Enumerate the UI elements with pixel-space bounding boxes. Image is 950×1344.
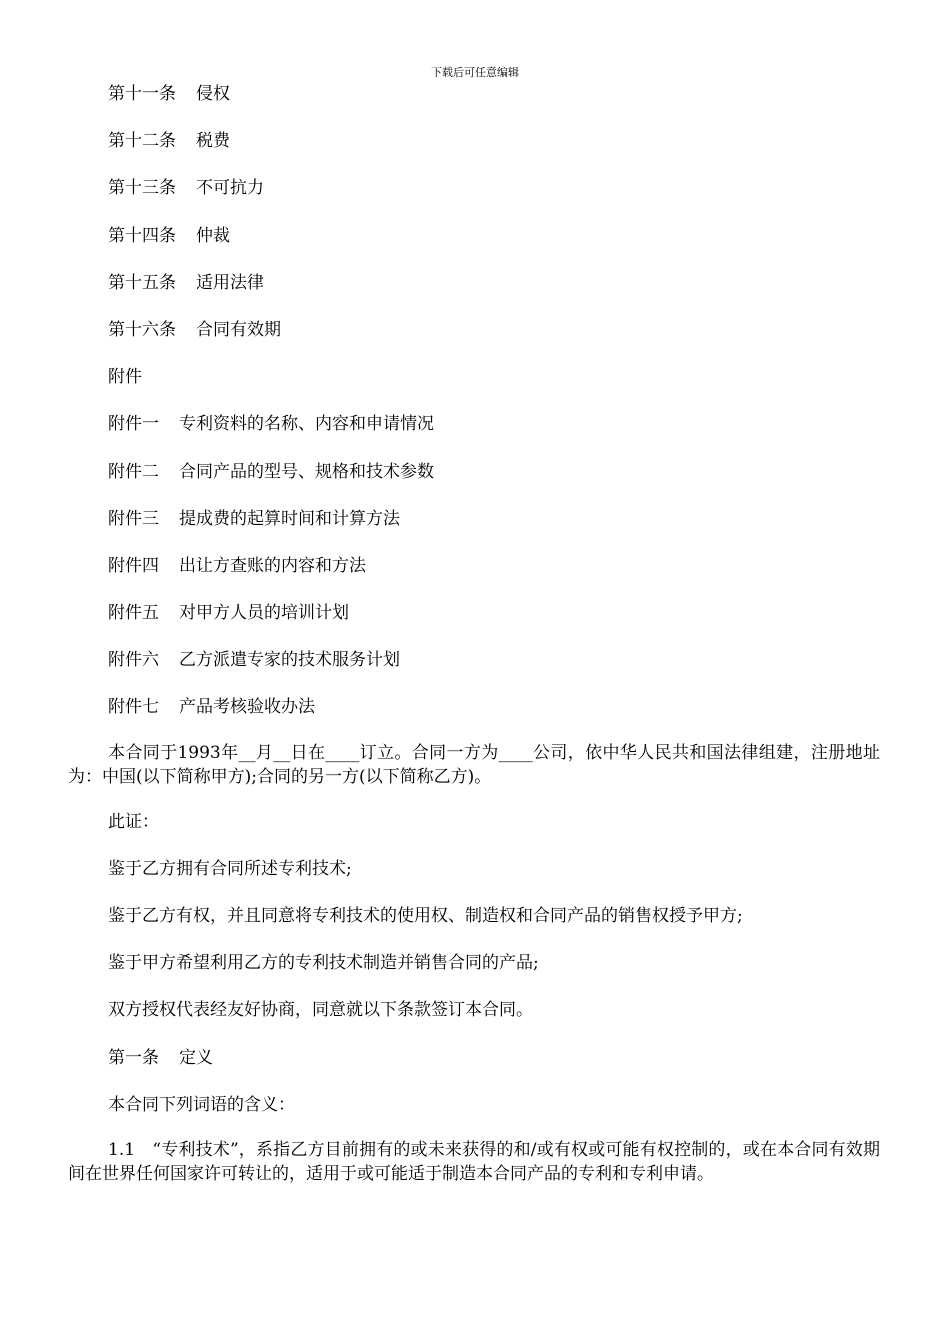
attachment-number: 附件五 <box>108 603 159 624</box>
attachment-number: 附件二 <box>108 461 159 482</box>
recital-2: 鉴于乙方有权，并且同意将专利技术的使用权、制造权和合同产品的销售权授予甲方; <box>108 906 743 926</box>
article-number: 第一条 <box>108 1047 159 1068</box>
attachment-number: 附件四 <box>108 555 159 576</box>
recital-1: 鉴于乙方拥有合同所述专利技术; <box>108 858 352 879</box>
preamble-paragraph: 本合同于1993年__月__日在____订立。合同一方为____公司，依中华人民共和国法律组建，注册地址为：中国(以下简称甲方);合同的另一方(以下简称乙方)。 <box>68 742 880 787</box>
article-number: 第十二条 <box>108 131 176 152</box>
article-number: 第十一条 <box>108 84 176 104</box>
witness-line: 此证： <box>108 811 159 832</box>
article-number: 第十三条 <box>108 178 176 199</box>
attachment-title: 提成费的起算时间和计算方法 <box>179 508 400 529</box>
article-number: 第十四条 <box>108 225 176 246</box>
attachment-line-2 <box>68 458 880 486</box>
document-body <box>68 80 880 1205</box>
article-number: 第十五条 <box>108 272 176 293</box>
article-title: 侵权 <box>196 84 230 104</box>
article-title: 合同有效期 <box>196 319 281 340</box>
article-title: 定义 <box>179 1047 213 1068</box>
article-line-13 <box>68 174 880 202</box>
article-number: 第十六条 <box>108 319 176 340</box>
attachment-title: 产品考核验收办法 <box>179 697 315 718</box>
article-title: 税费 <box>196 131 230 152</box>
attachment-line-4 <box>68 552 880 580</box>
definition-1-1: 1.1 “专利技术”，系指乙方目前拥有的或未来获得的和/或有权或可能有权控制的，或在本合同有效期间在世界任何国家许可转让的，适用于或可能适于制造本合同产品的专利和专利申请。 <box>68 1139 880 1184</box>
article-line-15 <box>68 269 880 297</box>
article-line-14 <box>68 222 880 250</box>
article-title: 不可抗力 <box>196 178 264 199</box>
attachment-line-6 <box>68 646 880 674</box>
attachment-line-7 <box>68 693 880 721</box>
attachment-title: 专利资料的名称、内容和申请情况 <box>179 414 434 435</box>
header-note: 下载后可任意编辑 <box>431 66 519 79</box>
article-title: 仲裁 <box>196 225 230 246</box>
attachment-line-1 <box>68 410 880 438</box>
attachment-line-3 <box>68 505 880 533</box>
attachment-number: 附件七 <box>108 697 159 718</box>
attachment-title: 乙方派遣专家的技术服务计划 <box>179 650 400 671</box>
definitions-intro: 本合同下列词语的含义： <box>108 1094 295 1115</box>
attachments-heading: 附件 <box>108 367 142 388</box>
attachment-number: 附件三 <box>108 508 159 529</box>
article-one-heading <box>68 1044 880 1072</box>
article-title: 适用法律 <box>196 272 264 293</box>
attachment-title: 合同产品的型号、规格和技术参数 <box>179 461 434 482</box>
attachment-title: 出让方查账的内容和方法 <box>179 555 366 576</box>
recital-3: 鉴于甲方希望利用乙方的专利技术制造并销售合同的产品; <box>108 953 539 974</box>
article-line-12 <box>68 127 880 155</box>
attachment-line-5 <box>68 599 880 627</box>
attachment-title: 对甲方人员的培训计划 <box>179 603 349 624</box>
attachment-number: 附件一 <box>108 414 159 435</box>
article-line-16 <box>68 316 880 344</box>
article-line-11 <box>68 80 880 108</box>
recital-4: 双方授权代表经友好协商，同意就以下条款签订本合同。 <box>108 1000 533 1021</box>
attachment-number: 附件六 <box>108 650 159 671</box>
